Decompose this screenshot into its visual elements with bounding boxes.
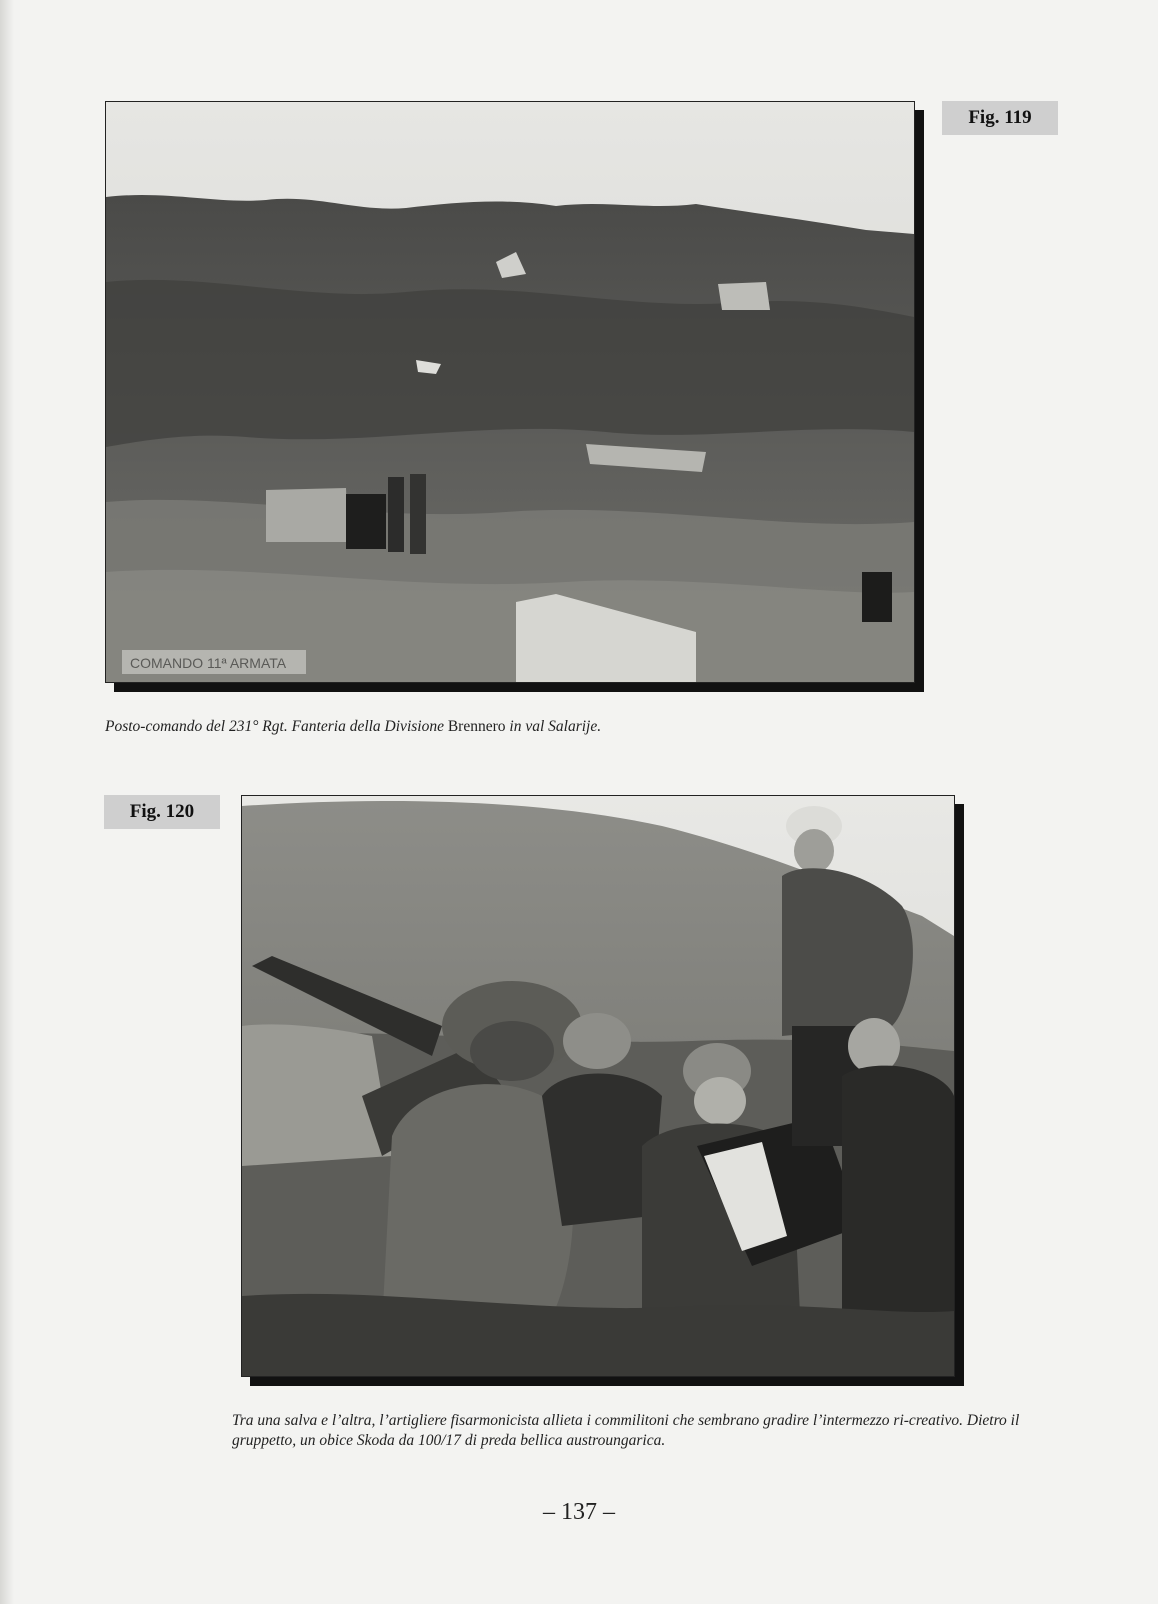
figure-119-photo bbox=[105, 101, 915, 683]
figure-119-stamp: COMANDO 11ª ARMATA bbox=[130, 655, 287, 671]
page-number: – 137 – bbox=[543, 1499, 615, 1525]
binding-edge bbox=[0, 0, 14, 1604]
figure-119-caption bbox=[105, 717, 1005, 737]
figure-120-caption: Tra una salva e l’altra, l’artigliere fisarmonicista allieta i commilitoni che sembrano gradire l’intermezzo ri-creativo. Dietro il gruppetto, un obice Skoda da 100/17 di preda bellica austroungarica. bbox=[232, 1412, 1020, 1449]
figure-119-label: Fig. 119 bbox=[942, 101, 1058, 135]
figure-119-caption-suffix: in val Salarije. bbox=[505, 718, 602, 735]
figure-120-photo bbox=[241, 795, 955, 1377]
figure-119-caption-prefix: Posto-comando del 231° Rgt. Fanteria della Divisione bbox=[105, 718, 448, 735]
figure-119-caption-division: Brennero bbox=[447, 718, 506, 735]
figure-120-label: Fig. 120 bbox=[104, 795, 220, 829]
